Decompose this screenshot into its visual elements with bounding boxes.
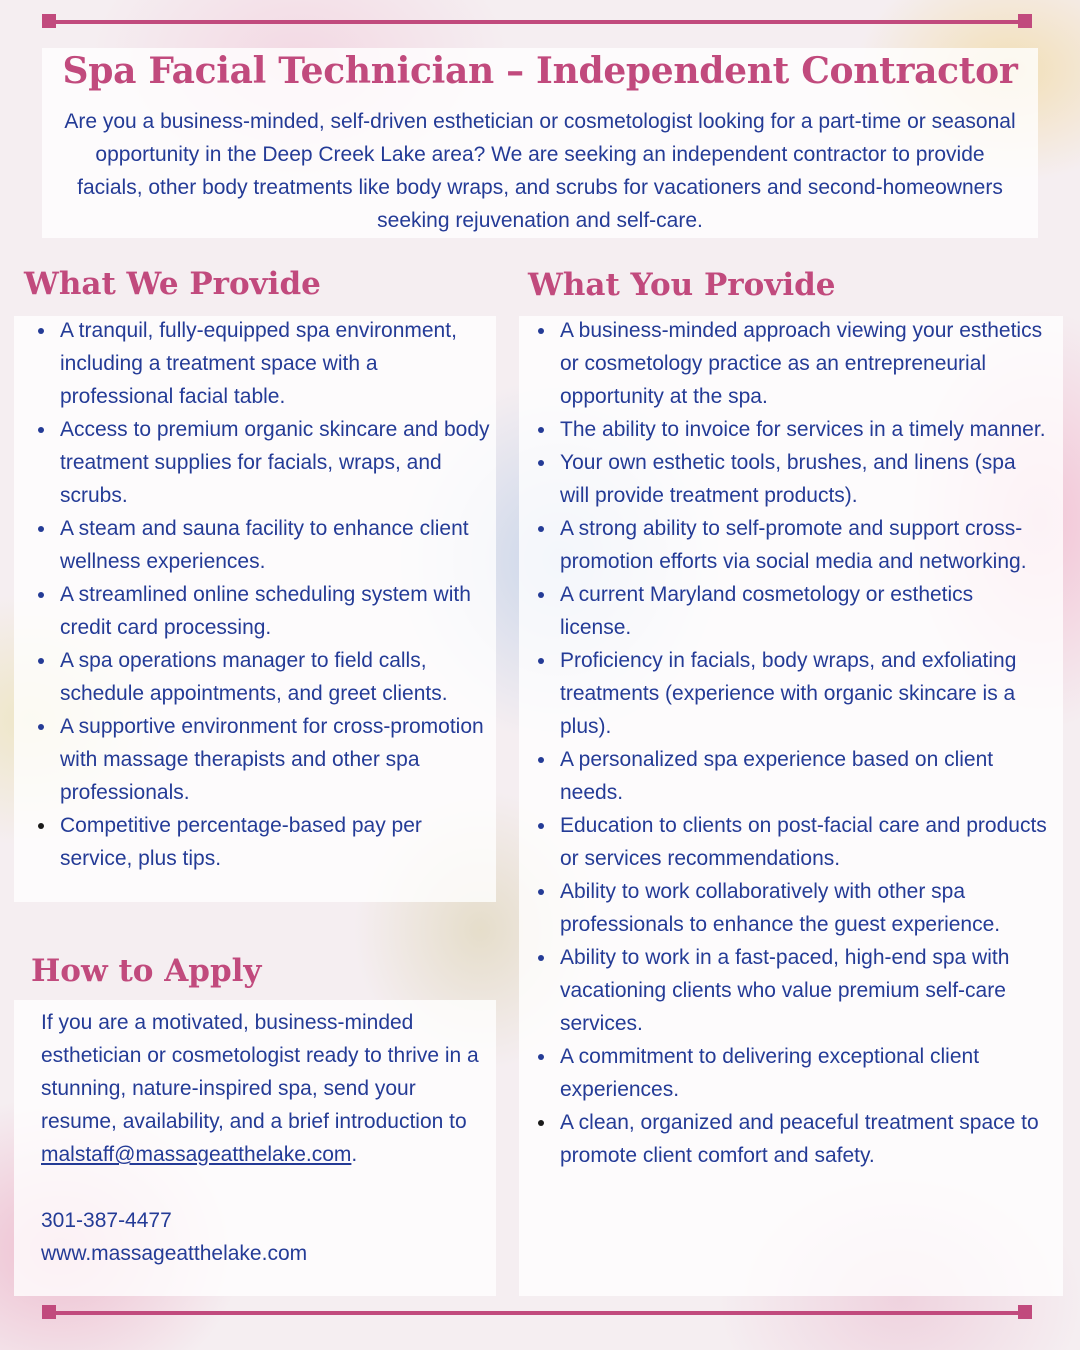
list-item: A steam and sauna facility to enhance client wellness experiences. (26, 512, 496, 578)
email-period: . (351, 1143, 358, 1166)
apply-body (41, 1006, 491, 1270)
list-item: A current Maryland cosmetology or esthetics license. (526, 578, 1050, 644)
list-item: Your own esthetic tools, brushes, and linens (spa will provide treatment products). (526, 446, 1050, 512)
we-provide-list (26, 314, 496, 875)
top-divider (48, 20, 1026, 24)
apply-heading: How to Apply (31, 953, 262, 989)
list-item: Ability to work collaboratively with other spa professionals to enhance the guest experience. (526, 875, 1050, 941)
email-link[interactable]: malstaff@massageatthelake.com (41, 1143, 352, 1166)
list-item: A commitment to delivering exceptional client experiences. (526, 1040, 1050, 1106)
phone-number: 301-387-4477 (41, 1209, 172, 1232)
we-provide-heading: What We Provide (24, 266, 321, 302)
list-item: A spa operations manager to field calls, schedule appointments, and greet clients. (26, 644, 496, 710)
list-item: A business-minded approach viewing your esthetics or cosmetology practice as an entrepreneurial opportunity at the spa. (526, 314, 1050, 413)
list-item: A strong ability to self-promote and support cross-promotion efforts via social media and networking. (526, 512, 1050, 578)
apply-paragraph: If you are a motivated, business-minded esthetician or cosmetologist ready to thrive in a stunning, nature-inspired spa, send your resume, availability, and a brief introduction to (41, 1011, 479, 1133)
website-text: www.massageatthelake.com (41, 1242, 308, 1265)
list-item: A streamlined online scheduling system with credit card processing. (26, 578, 496, 644)
list-item: Competitive percentage-based pay per service, plus tips. (26, 809, 496, 875)
list-item: A personalized spa experience based on client needs. (526, 743, 1050, 809)
list-item: A supportive environment for cross-promotion with massage therapists and other spa professionals. (26, 710, 496, 809)
page-title: Spa Facial Technician – Independent Contractor (62, 50, 1018, 92)
list-item: A tranquil, fully-equipped spa environment, including a treatment space with a professional facial table. (26, 314, 496, 413)
list-item: A clean, organized and peaceful treatment space to promote client comfort and safety. (526, 1106, 1050, 1172)
you-provide-heading: What You Provide (528, 267, 836, 303)
list-item: Access to premium organic skincare and body treatment supplies for facials, wraps, and scrubs. (26, 413, 496, 512)
list-item: The ability to invoice for services in a timely manner. (526, 413, 1050, 446)
bottom-divider (48, 1311, 1026, 1315)
list-item: Ability to work in a fast-paced, high-end spa with vacationing clients who value premium self-care services. (526, 941, 1050, 1040)
list-item: Education to clients on post-facial care and products or services recommendations. (526, 809, 1050, 875)
list-item: Proficiency in facials, body wraps, and exfoliating treatments (experience with organic skincare is a plus). (526, 644, 1050, 743)
intro-text: Are you a business-minded, self-driven esthetician or cosmetologist looking for a part-time or seasonal opportunity in the Deep Creek Lake area? We are seeking an independent contractor to provide facials, other body treatments like body wraps, and scrubs for vacationers and second-homeowners seeking rejuvenation and self-care. (64, 110, 1016, 232)
you-provide-list (526, 314, 1050, 1172)
apply-text (41, 1006, 491, 1171)
